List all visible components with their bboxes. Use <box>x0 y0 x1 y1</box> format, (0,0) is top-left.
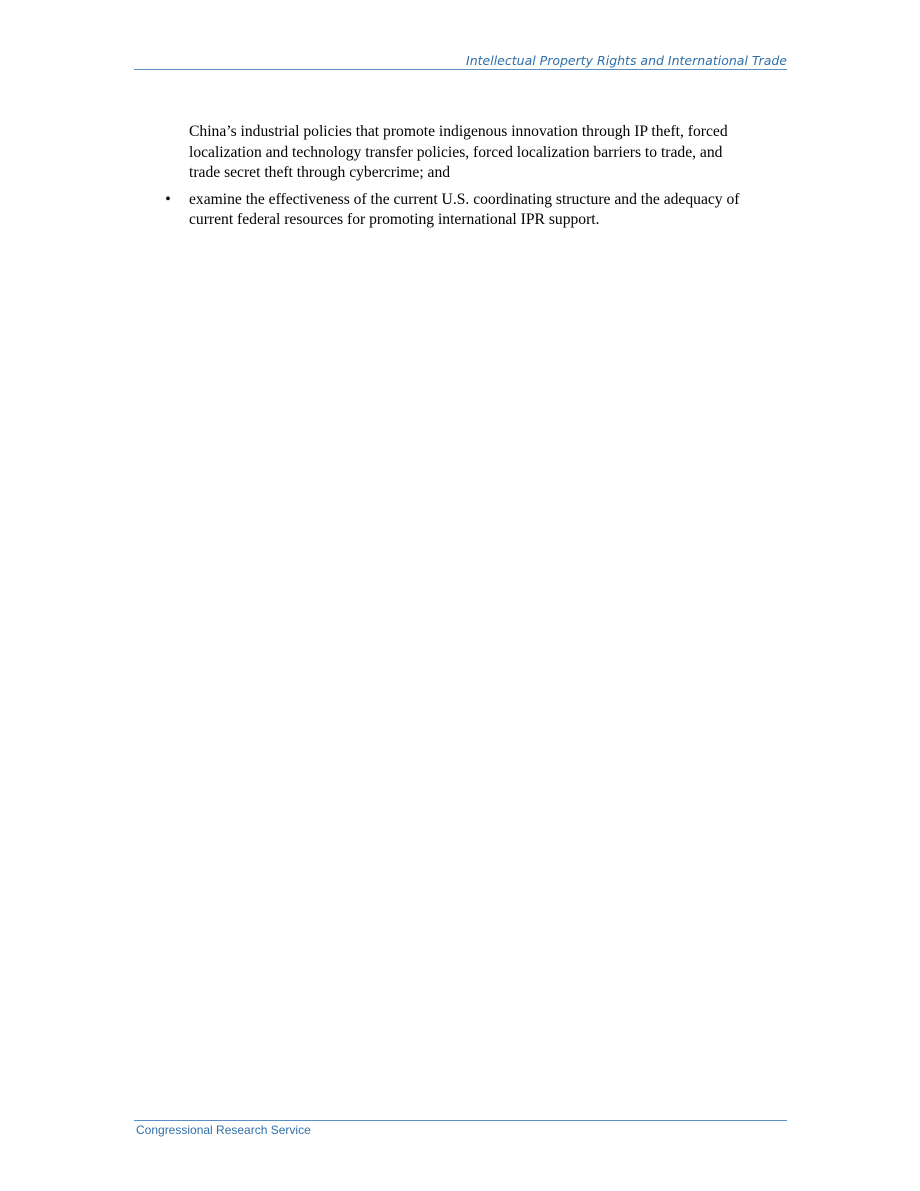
bullet-text: examine the effectiveness of the current U.S. coordinating structure and the adequacy of current federal resources for promoting international IPR support. <box>189 190 740 228</box>
footer-label: Congressional Research Service <box>136 1123 311 1137</box>
bullet-list-item <box>165 190 749 231</box>
running-header-title: Intellectual Property Rights and International Trade <box>466 53 787 68</box>
bullet-icon: • <box>165 190 171 208</box>
continued-paragraph: China’s industrial policies that promote indigenous innovation through IP theft, forced localization and technology transfer policies, forced localization barriers to trade, and trade secret theft through cybercrime; and <box>189 123 728 181</box>
document-body <box>165 122 749 231</box>
footer-divider <box>134 1120 787 1121</box>
header-divider <box>134 69 787 70</box>
